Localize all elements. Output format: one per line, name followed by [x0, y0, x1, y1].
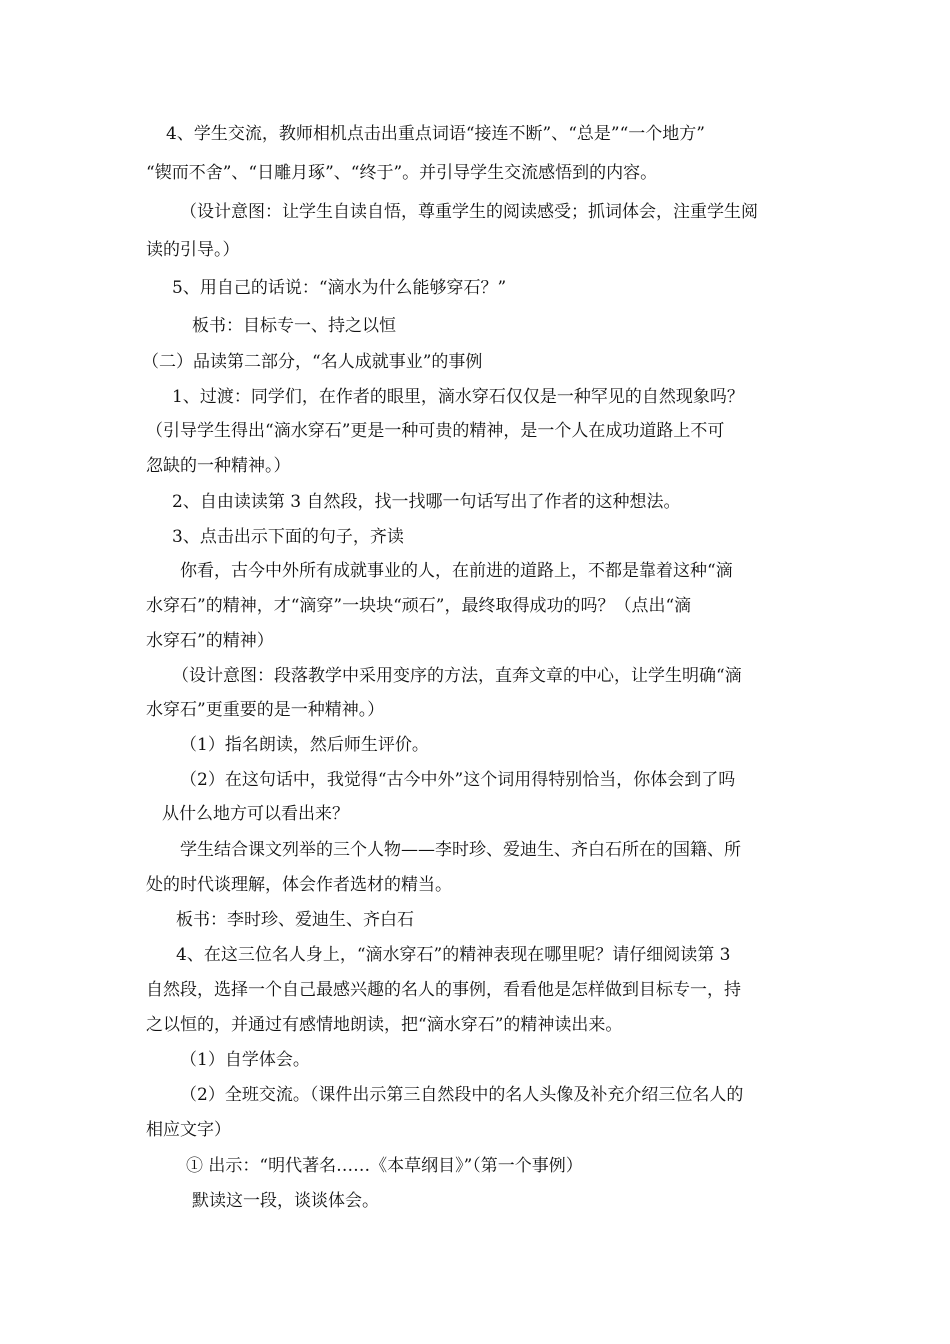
text-line: ① 出示：“明代著名……《本草纲目》”（第一个事例） — [186, 1156, 583, 1176]
text-line: 处的时代谈理解，体会作者选材的精当。 — [146, 875, 452, 895]
text-line: 板书：目标专一、持之以恒 — [192, 316, 396, 336]
text-line: （1）指名朗读，然后师生评价。 — [180, 735, 429, 755]
text-line: 学生结合课文列举的三个人物——李时珍、爱迪生、齐白石所在的国籍、所 — [180, 840, 741, 860]
text-line: 水穿石”的精神，才“滴穿”一块块“顽石”，最终取得成功的吗？（点出“滴 — [146, 596, 692, 616]
text-line: 你看，古今中外所有成就事业的人，在前进的道路上，不都是靠着这种“滴 — [180, 561, 733, 581]
text-line: 水穿石”更重要的是一种精神。） — [146, 700, 385, 720]
text-line: 4、在这三位名人身上，“滴水穿石”的精神表现在哪里呢？请仔细阅读第 3 — [176, 945, 731, 965]
text-line: 忽缺的一种精神。） — [146, 456, 291, 476]
text-line: 默读这一段，谈谈体会。 — [192, 1191, 379, 1211]
text-line: 相应文字） — [146, 1120, 231, 1140]
text-line: 4、学生交流，教师相机点击出重点词语“接连不断”、“总是”“一个地方” — [166, 124, 705, 144]
text-line: 读的引导。） — [146, 240, 240, 260]
text-line: 从什么地方可以看出来？ — [162, 804, 349, 824]
text-line: （1）自学体会。 — [180, 1050, 310, 1070]
text-line: 2、自由读读第 3 自然段，找一找哪一句话写出了作者的这种想法。 — [172, 492, 681, 512]
text-line: 1、过渡：同学们，在作者的眼里，滴水穿石仅仅是一种罕见的自然现象吗？ — [172, 387, 744, 407]
text-line: （2）全班交流。（课件出示第三自然段中的名人头像及补充介绍三位名人的 — [180, 1085, 744, 1105]
text-line: （二）品读第二部分，“名人成就事业”的事例 — [142, 352, 483, 372]
text-line: 之以恒的，并通过有感情地朗读，把“滴水穿石”的精神读出来。 — [146, 1015, 623, 1035]
text-line: （设计意图：让学生自读自悟，尊重学生的阅读感受；抓词体会，注重学生阅 — [180, 202, 758, 222]
text-line: “锲而不舍”、“日雕月琢”、“终于”。并引导学生交流感悟到的内容。 — [146, 163, 658, 183]
text-line: 板书：李时珍、爱迪生、齐白石 — [176, 910, 414, 930]
text-line: （引导学生得出“滴水穿石”更是一种可贵的精神，是一个人在成功道路上不可 — [146, 421, 725, 441]
text-line: 3、点击出示下面的句子，齐读 — [172, 527, 404, 547]
text-line: （2）在这句话中，我觉得“古今中外”这个词用得特别恰当，你体会到了吗 — [180, 770, 736, 790]
text-line: 水穿石”的精神） — [146, 631, 274, 651]
text-line: （设计意图：段落教学中采用变序的方法，直奔文章的中心，让学生明确“滴 — [172, 666, 742, 686]
text-line: 自然段，选择一个自己最感兴趣的名人的事例，看看他是怎样做到目标专一，持 — [146, 980, 741, 1000]
text-line: 5、用自己的话说：“滴水为什么能够穿石？” — [172, 278, 507, 298]
